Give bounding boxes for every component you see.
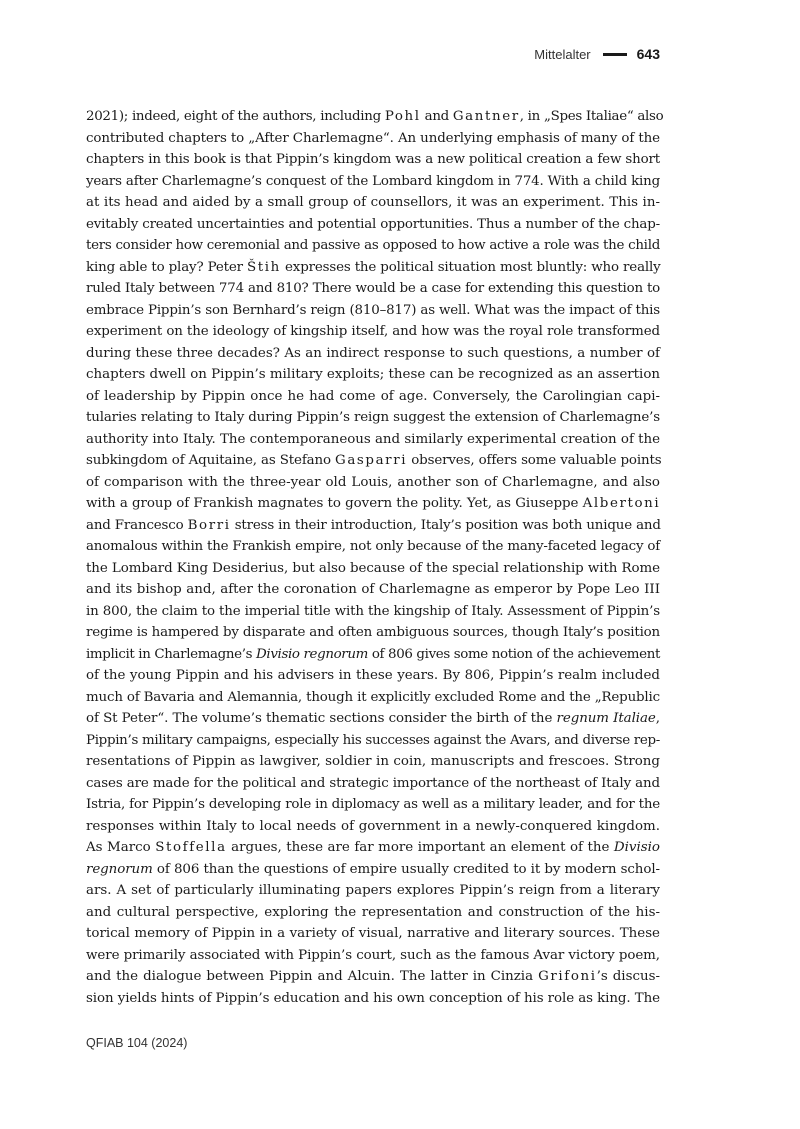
author-name: Albertoni [582, 496, 661, 511]
text-segment: the Lombard King Desiderius, but also because of the special relationship with Rome [86, 560, 660, 576]
text-line [86, 149, 660, 171]
text-segment: regime is hampered by disparate and often ambiguous sources, though Italy’s position [86, 625, 660, 640]
italic-term: regnorum [86, 861, 153, 877]
text-segment: stress in their introduction, Italy’s position was both unique and [230, 517, 661, 533]
text-line [86, 515, 660, 537]
text-segment: and cultural perspective, exploring the representation and construction of the his- [86, 904, 660, 920]
text-segment: and [420, 109, 453, 124]
text-line [86, 257, 660, 279]
text-segment: responses within Italy to local needs of government in a newly-conquered kingdom. [86, 818, 660, 834]
text-segment: cases are made for the political and strategic importance of the northeast of Italy and [86, 775, 660, 791]
text-line [86, 493, 660, 515]
text-segment: and Francesco [86, 517, 188, 533]
text-line [86, 923, 660, 945]
text-line [86, 321, 660, 343]
body-text [86, 106, 664, 1009]
author-name: Pohl [384, 109, 421, 124]
text-line [86, 128, 660, 150]
text-segment: expresses the political situation most bluntly: who really [280, 259, 661, 275]
text-segment: were primarily associated with Pippin’s court, such as the famous Avar victory poem, [86, 947, 660, 963]
text-segment: tularies relating to Italy during Pippin’s reign suggest the extension of Charlemagne’s [86, 410, 660, 425]
text-line [86, 794, 660, 816]
author-name: Štih [247, 259, 281, 275]
text-line [86, 773, 660, 795]
text-line [86, 171, 660, 193]
author-name: Borri [187, 517, 231, 533]
text-line [86, 235, 660, 257]
text-segment: and the dialogue between Pippin and Alcuin. The latter in Cinzia [86, 969, 539, 984]
text-line [86, 966, 660, 988]
text-line [86, 450, 660, 472]
text-segment: As Marco [86, 840, 156, 855]
author-name: Stoffella [155, 840, 227, 855]
text-line [86, 837, 660, 859]
italic-term: regnum Italiae [556, 711, 656, 726]
text-line [86, 300, 660, 322]
text-line [86, 278, 660, 300]
text-segment: of the young Pippin and his advisers in these years. By 806, Pippin’s realm included [86, 668, 660, 683]
header-rule [603, 53, 627, 56]
text-line [86, 386, 660, 408]
text-line [86, 472, 660, 494]
text-segment: of St Peter“. The volume’s thematic sections consider the birth of the [86, 711, 557, 726]
text-segment: torical memory of Pippin in a variety of visual, narrative and literary sources. These [86, 926, 660, 941]
text-segment: argues, these are far more important an element of the [226, 840, 614, 855]
text-segment: ars. A set of particularly illuminating papers explores Pippin’s reign from a literary [86, 883, 660, 898]
text-segment: contributed chapters to „After Charlemagne“. An underlying emphasis of many of the [86, 130, 660, 146]
page-number: 643 [636, 46, 660, 62]
text-segment: embrace Pippin’s son Bernhard’s reign (810–817) as well. What was the impact of this [86, 302, 660, 318]
text-line [86, 988, 660, 1010]
text-segment: king able to play? Peter [86, 259, 247, 275]
text-segment: authority into Italy. The contemporaneous and similarly experimental creation of the [86, 431, 660, 447]
author-name: Gantner [452, 109, 520, 124]
text-line [86, 730, 660, 752]
text-line [86, 622, 660, 644]
text-segment: of comparison with the three-year old Louis, another son of Charlemagne, and also [86, 474, 660, 490]
text-line [86, 945, 660, 967]
text-line [86, 880, 660, 902]
author-name: Grifoni [538, 969, 597, 984]
text-segment: and its bishop and, after the coronation of Charlemagne as emperor by Pope Leo III [86, 582, 660, 597]
text-segment: Pippin’s military campaigns, especially his successes against the Avars, and diverse rep- [86, 732, 660, 748]
text-segment: , [655, 711, 660, 726]
text-line [86, 407, 660, 429]
italic-term: Divisio regnorum [256, 646, 368, 662]
text-line [86, 751, 660, 773]
text-line [86, 708, 660, 730]
text-segment: implicit in Charlemagne’s [86, 646, 257, 662]
text-line [86, 192, 660, 214]
text-segment: evitably created uncertainties and potential opportunities. Thus a number of the chap- [86, 216, 660, 232]
text-segment: ruled Italy between 774 and 810? There would be a case for extending this question to [86, 281, 660, 296]
journal-footer: QFIAB 104 (2024) [86, 1036, 188, 1050]
text-line [86, 558, 660, 580]
text-segment: ’s discus- [596, 969, 660, 984]
text-segment: of leadership by Pippin once he had come of age. Conversely, the Carolingian capi- [86, 388, 660, 404]
text-line [86, 343, 660, 365]
text-segment: , in „Spes Italiae“ also [519, 109, 664, 124]
italic-term: Divisio [613, 840, 660, 855]
text-segment: resentations of Pippin as lawgiver, soldier in coin, manuscripts and frescoes. Strong [86, 754, 660, 769]
text-line [86, 364, 660, 386]
text-line [86, 665, 660, 687]
text-segment: at its head and aided by a small group of counsellors, it was an experiment. This in- [86, 195, 660, 210]
text-line [86, 644, 660, 666]
text-segment: observes, offers some valuable points [407, 453, 662, 468]
text-line [86, 859, 660, 881]
text-line [86, 687, 660, 709]
text-segment: ters consider how ceremonial and passive as opposed to how active a role was the child [86, 238, 660, 253]
section-title: Mittelalter [534, 46, 591, 62]
text-segment: of 806 gives some notion of the achievement [367, 646, 660, 662]
text-segment: anomalous within the Frankish empire, not only because of the many-faceted legacy of [86, 539, 660, 554]
text-segment: chapters in this book is that Pippin’s kingdom was a new political creation a few short [86, 152, 660, 167]
running-header [86, 44, 660, 64]
text-segment: during these three decades? As an indirect response to such questions, a number of [86, 345, 660, 361]
text-line [86, 214, 660, 236]
text-line [86, 601, 660, 623]
text-line [86, 816, 660, 838]
text-line [86, 536, 660, 558]
text-segment: sion yields hints of Pippin’s education and his own conception of his role as king. The [86, 990, 660, 1006]
text-line [86, 902, 660, 924]
text-segment: experiment on the ideology of kingship itself, and how was the royal role transformed [86, 324, 660, 339]
text-segment: subkingdom of Aquitaine, as Stefano [86, 453, 336, 468]
text-segment: chapters dwell on Pippin’s military exploits; these can be recognized as an assertion [86, 367, 660, 382]
text-segment: Istria, for Pippin’s developing role in diplomacy as well as a military leader, and for the [86, 797, 660, 812]
text-segment: much of Bavaria and Alemannia, though it explicitly excluded Rome and the „Republic [86, 689, 660, 705]
text-segment: 2021); indeed, eight of the authors, including [86, 109, 385, 124]
text-segment: years after Charlemagne’s conquest of the Lombard kingdom in 774. With a child king [86, 173, 660, 189]
text-segment: of 806 than the questions of empire usually credited to it by modern schol- [152, 861, 660, 877]
text-line [86, 106, 664, 128]
author-name: Gasparri [335, 453, 408, 468]
text-segment: with a group of Frankish magnates to govern the polity. Yet, as Giuseppe [86, 496, 583, 511]
text-line [86, 579, 660, 601]
text-segment: in 800, the claim to the imperial title with the kingship of Italy. Assessment of Pippin’s [86, 603, 660, 619]
text-line [86, 429, 660, 451]
